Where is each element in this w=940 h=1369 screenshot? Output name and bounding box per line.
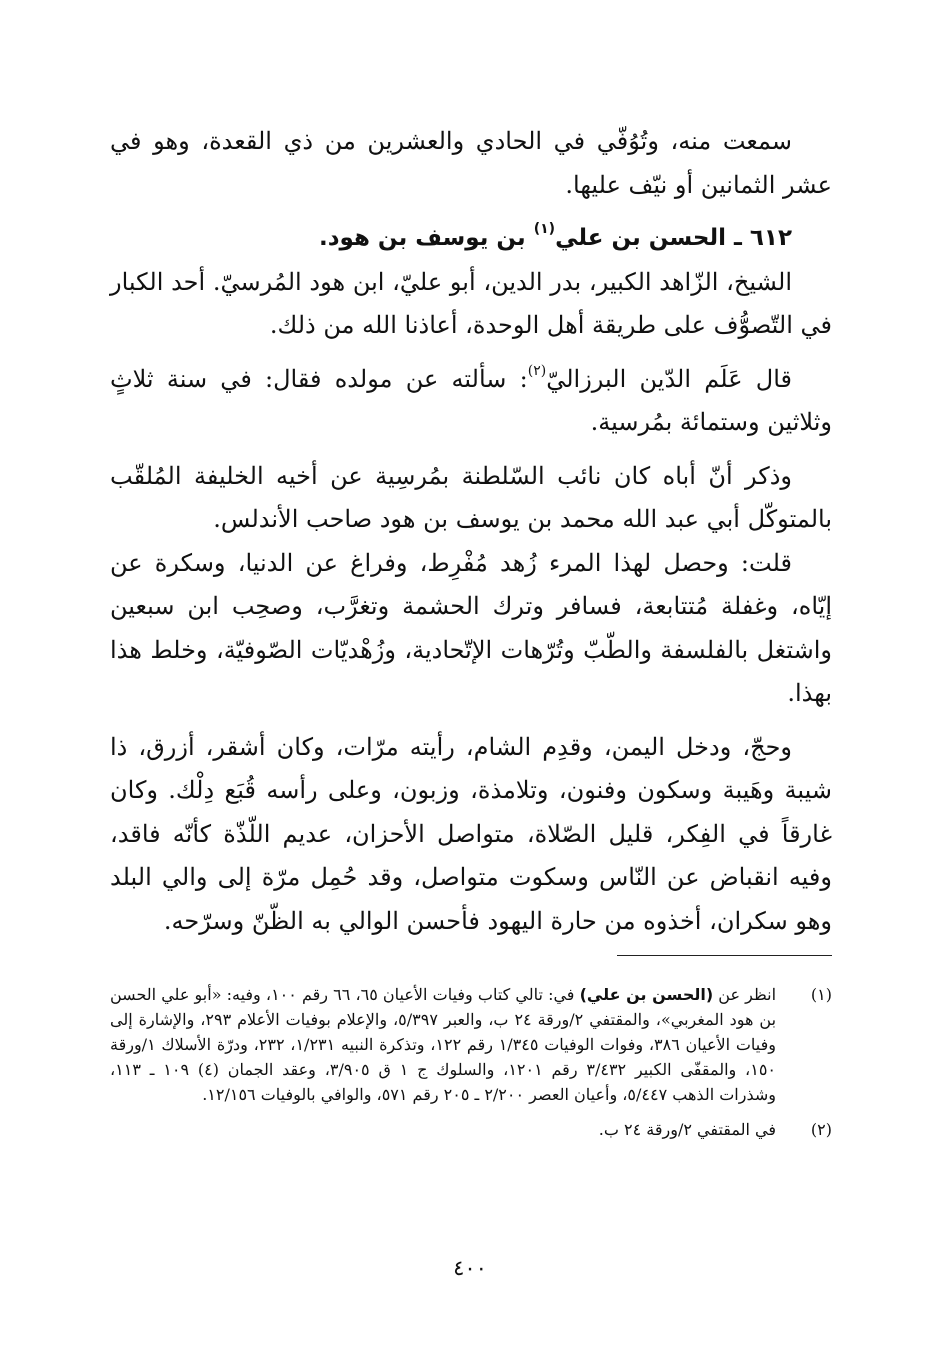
- footnote-text: [110, 982, 776, 1107]
- paragraph-text-a: قال عَلَم الدّين البرزاليّ: [546, 364, 792, 393]
- footnote-item: [110, 1117, 832, 1142]
- entry-name-part1: الحسن بن علي: [555, 225, 726, 251]
- footnote-text-rest: في: تالي كتاب وفيات الأعيان ٦٥، ٦٦ رقم ١٠٠، وفيه: «أبو علي الحسن بن هود المغربي»، والمقتفي ٢/ورقة ٢٤ ب، والعبر ٥/٣٩٧، والإعلام بوفيات الأعلام ٢٩٣، والإشارة إلى وفيات الأعيان ٣٨٦، وفوات الوفيات ١/٣٤٥ رقم ١٢٢، وتذكرة النبيه ١/٢٣١، ٢٣٢، ودرّة الأسلاك ١/ورقة ١٥٠، والمقفّى الكبير ٣/٤٣٢ رقم ١٢٠١، والسلوك ج ١ ق ٣/٩٠٥، وعقد الجمان (٤) ١٠٩ ـ ١١٣، وشذرات الذهب ٥/٤٤٧، وأعيان العصر ٢/٢٠٠ ـ ٢٠٥ رقم ٥٧١، والوافي بالوفيات ١٢/١٥٦.: [110, 985, 777, 1104]
- page-number: ٤٠٠: [453, 1256, 487, 1280]
- footnote-text: [110, 1117, 776, 1142]
- footnote-text-bold: (الحسن بن علي): [579, 985, 714, 1004]
- paragraph-text: سمعت منه، وتُوُفّي في الحادي والعشرين من ذي القعدة، وهو في عشر الثمانين أو نيّف عليها.: [110, 127, 832, 199]
- paragraph-travels: [110, 726, 832, 944]
- footnote-text-pre: في المقتفي ٢/ورقة ٢٤ ب.: [598, 1120, 776, 1139]
- paragraph-description: [110, 261, 832, 348]
- footnote-item: [110, 982, 832, 1107]
- paragraph-text-b: : سألته عن مولده فقال: في سنة ثلاثٍ وثلاثين وستمائة بمُرسية.: [110, 364, 832, 436]
- paragraph-birth: [110, 358, 832, 445]
- entry-heading: [110, 217, 832, 261]
- footnote-ref-1[interactable]: (١): [533, 221, 556, 237]
- paragraph-previous-entry-end: [110, 120, 832, 207]
- footnote-ref-2[interactable]: (٢): [527, 362, 547, 379]
- paragraph-text: وحجّ، ودخل اليمن، وقدِم الشام، رأيته مرّات، وكان أشقر، أزرق، ذا شيبة وهَيبة وسكون وفنون، وتلامذة، وزبون، وعلى رأسه قُبَع دِلْك. وكان غارقاً في الفِكر، قليل الصّلاة، متواصل الأحزان، عديم اللّذّة كأنّه فاقد، وفيه انقباض عن النّاس وسكوت متواصل، وقد حُمِل مرّة إلى والي البلد وهو سكران، أخذوه من حارة اليهود فأحسن الوالي به الظّنّ وسرّحه.: [110, 732, 832, 935]
- paragraph-author-comment: [110, 542, 832, 716]
- entry-number: ٦١٢ ـ: [734, 225, 792, 251]
- footnote-separator: [617, 955, 832, 956]
- paragraph-father: [110, 455, 832, 542]
- footnotes: [110, 982, 832, 1152]
- paragraph-text: وذكر أنّ أباه كان نائب السّلطنة بمُرسِية عن أخيه الخليفة المُلقّب بالمتوكّل أبي عبد الله محمد بن يوسف بن هود صاحب الأندلس.: [110, 461, 832, 533]
- footnote-number: (١): [810, 985, 832, 1004]
- paragraph-text: قلت: وحصل لهذا المرء زُهد مُفْرِط، وفراغ عن الدنيا، وسكرة عن إيّاه، وغفلة مُتتابعة، فسافر وترك الحشمة وتغرَّب، وصحِب ابن سبعين واشتغل بالفلسفة والطّبّ وتُرّهات الإتّحادية، وزُهْديّات الصّوفيّة، وخلط هذا بهذا.: [110, 548, 832, 707]
- main-text: [110, 120, 832, 953]
- entry-name-part2: بن يوسف بن هود.: [319, 225, 526, 251]
- paragraph-text: الشيخ، الزّاهد الكبير، بدر الدين، أبو عليّ، ابن هود المُرسيّ. أحد الكبار في التّصوُّف على طريقة أهل الوحدة، أعاذنا الله من ذلك.: [110, 267, 832, 339]
- footnote-text-pre: انظر عن: [713, 985, 777, 1004]
- footnote-number: (٢): [810, 1120, 832, 1139]
